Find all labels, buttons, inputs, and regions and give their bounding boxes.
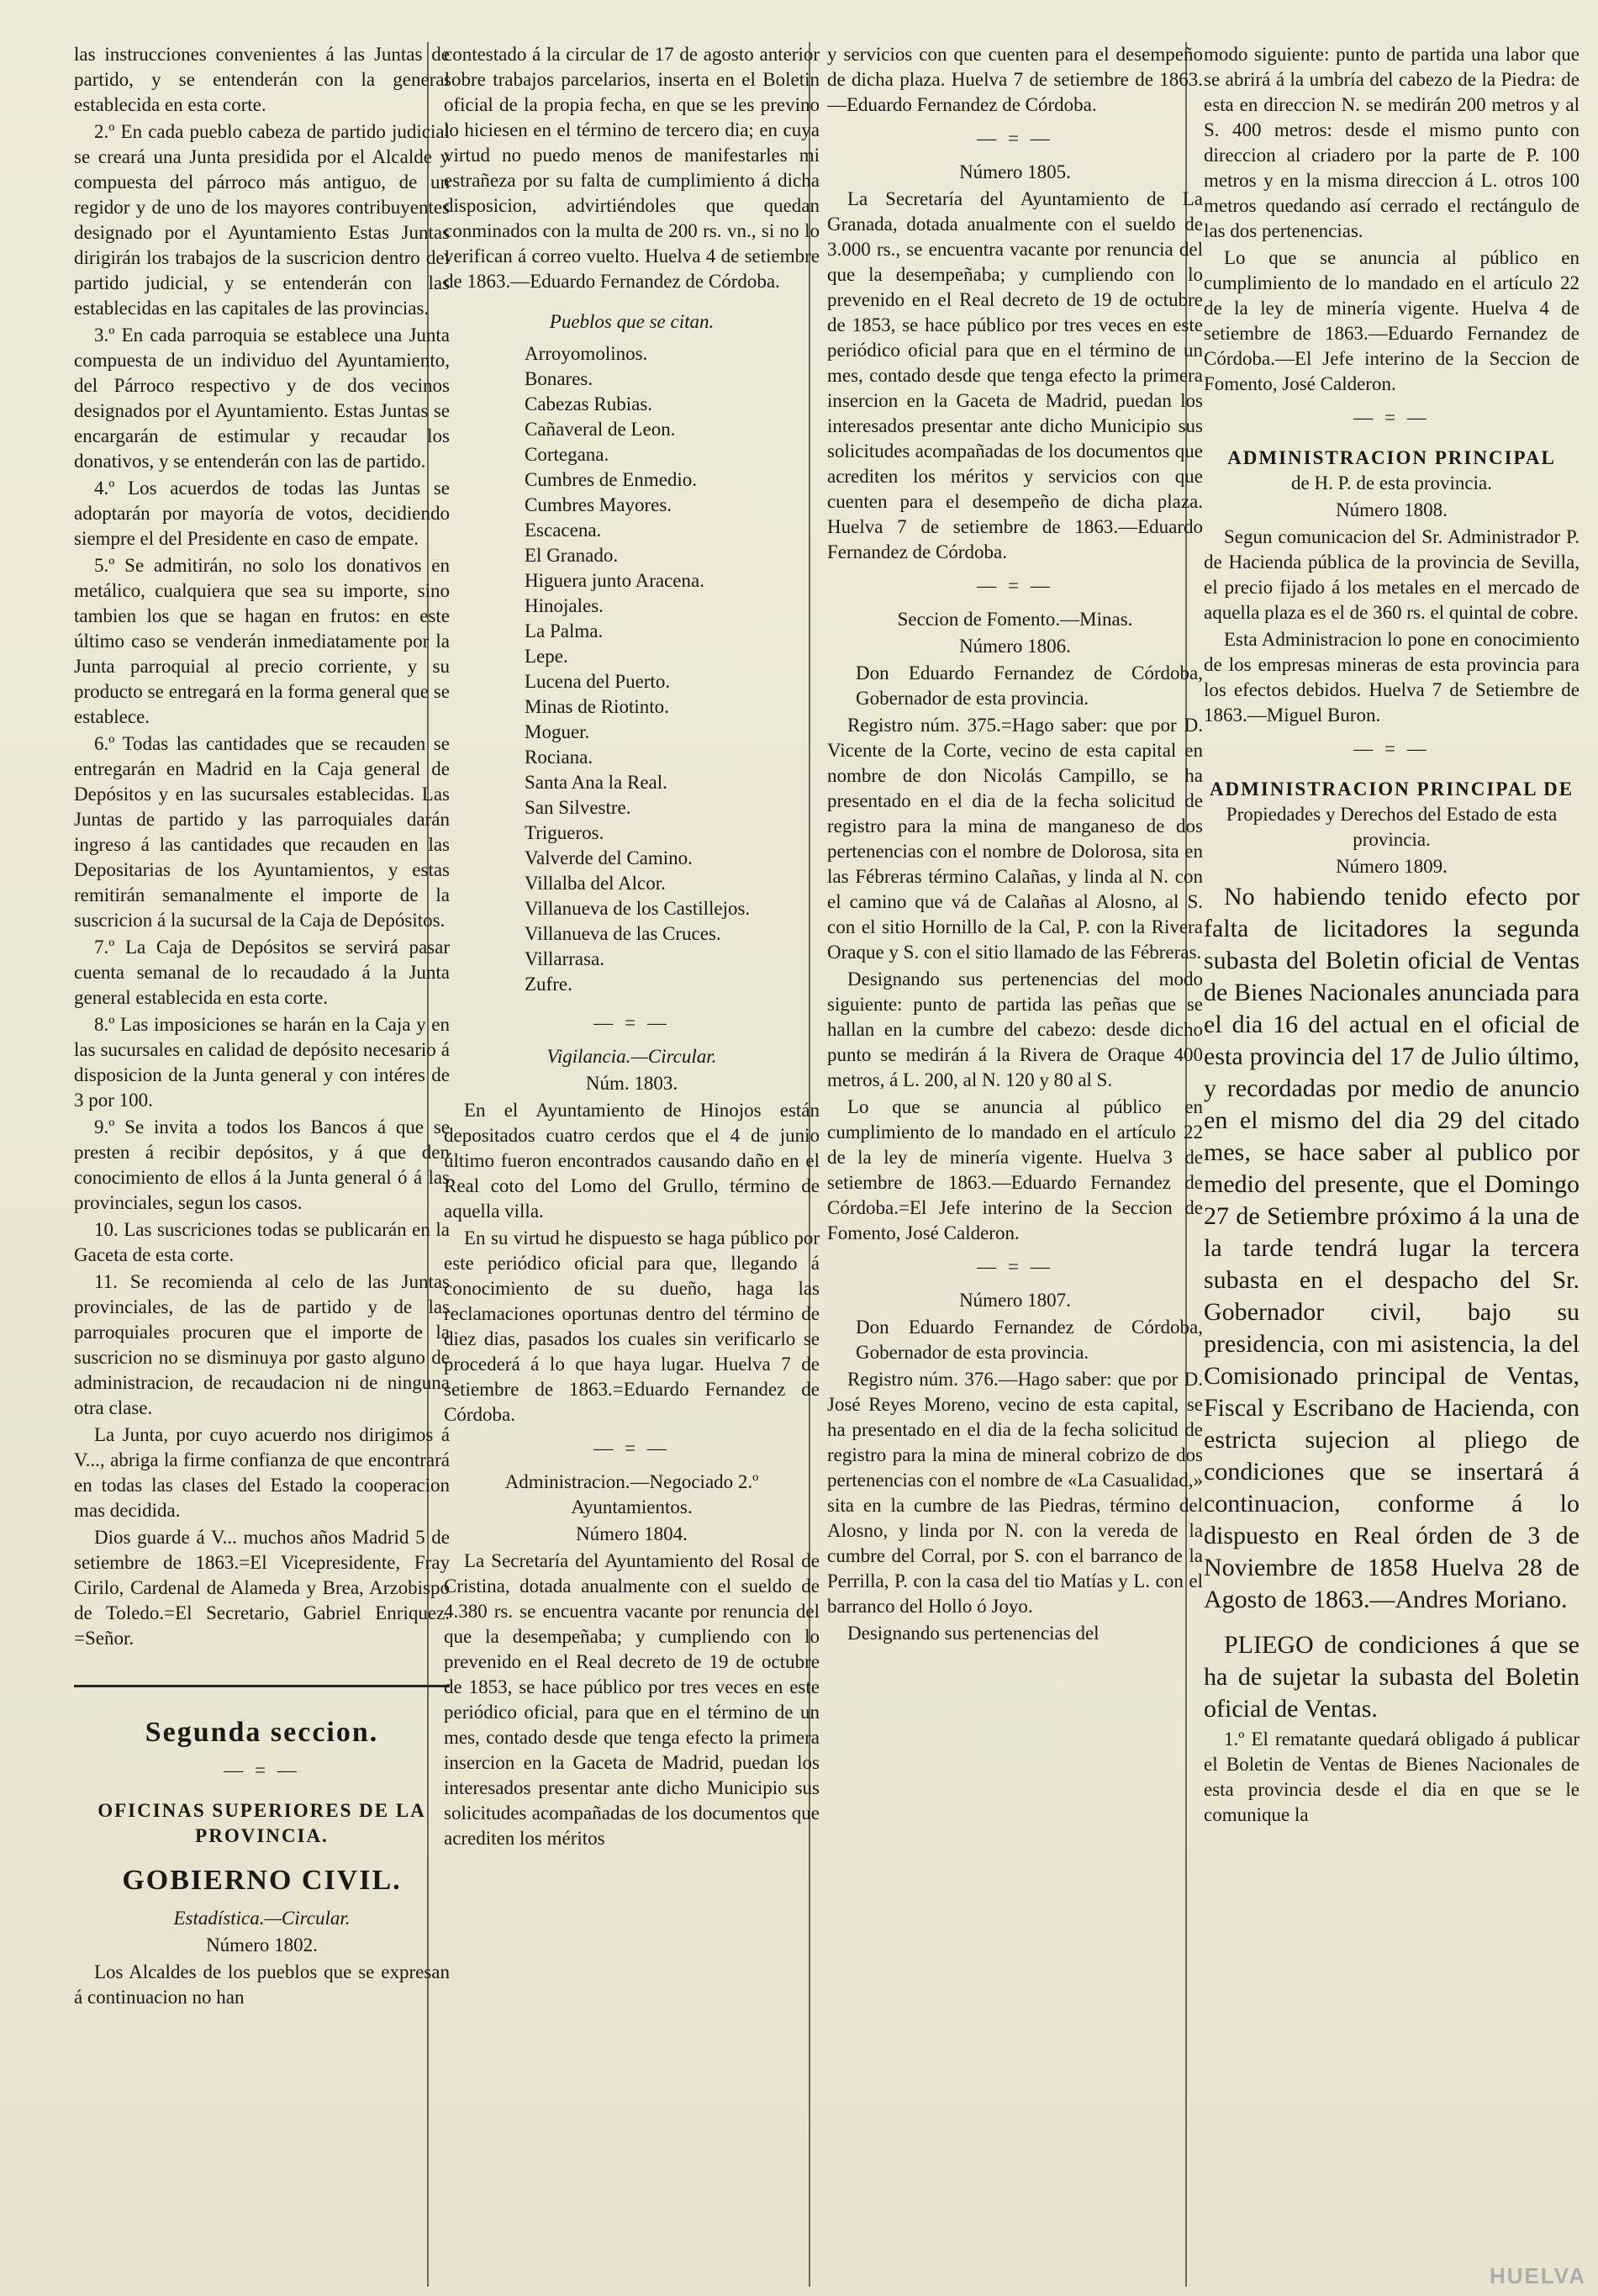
town-item: Santa Ana la Real. [525,772,667,793]
notice-number: Número 1802. [206,1934,318,1956]
paragraph: 5.º Se admitirán, no solo los donativos en metálico, cualquiera que sea su importe, sino tambien los que se hagan en frutos: en este último caso se venderán inmediatamente por la Junta parroquial al precio corriente, y su producto se entregará en la forma general que se establece. [74,555,450,727]
separator: — = — [593,1438,670,1459]
paragraph: 11. Se recomienda al celo de las Juntas provinciales, de las de partido y de las parroquiales procuren que el importe de la suscricion no se disminuya por gasto alguno de administracion, de recaudacion ni de ninguna otra clase. [74,1271,450,1418]
issuer: Don Eduardo Fernandez de Córdoba, Gobernador de esta provincia. [856,1317,1203,1363]
paragraph: Dios guarde á V... muchos años Madrid 5 de setiembre de 1863.=El Vicepresidente, Fray Cirilo, Cardenal de Alameda y Brea, Arzobispo de Toledo.=El Secretario, Gabriel Enriquez. =Señor. [74,1527,450,1649]
town-item: Higuera junto Aracena. [525,570,704,591]
section-divider [74,1685,450,1687]
paragraph: Registro núm. 376.—Hago saber: que por D. José Reyes Moreno, vecino de esta capital, se ha presentado en el dia de la fecha solicitud de registro para la mina de mineral cobrizo de dos pertenencias con el nombre de «La Casualidad,» sita en la cumbre de las Piedras, término del Alosno, y linda por N. con la vereda de la cumbre del Corral, por S. con el barranco de la Perrilla, P. con la casa del tio Matías y L. con el barranco del Hollo ó Joyo. [827,1369,1203,1617]
paragraph: 10. Las suscriciones todas se publicarán en la Gaceta de esta corte. [74,1219,450,1265]
paragraph: Designando sus pertenencias del modo siguiente: punto de partida las peñas que se hallan en la cumbre del cabezo: desde dicho punto se medirán á la Rivera de Oraque 400 metros, á L. 200, al N. 120 y 80 al S. [827,969,1203,1090]
notice-number: Número 1805. [959,161,1071,182]
town-item: Villarrasa. [525,948,605,969]
paragraph: 7.º La Caja de Depósitos se servirá pasar cuenta semanal de lo recaudado á la Junta general establecida en esta corte. [74,937,450,1008]
paragraph: Designando sus pertenencias del [847,1623,1100,1644]
subheading: Propiedades y Derechos del Estado de esta provincia. [1226,804,1558,850]
separator: — = — [1353,407,1430,428]
subheading: Vigilancia.—Circular. [546,1046,717,1067]
paragraph: Segun comunicacion del Sr. Administrador P. de Hacienda pública de la provincia de Sevilla, el precio fijado á los metales en el mercado de aquella plaza es el de 360 rs. el quintal de cobre. [1204,526,1580,623]
paragraph: PLIEGO de condiciones á que se ha de sujetar la subasta del Boletin oficial de Ventas. [1204,1631,1580,1723]
column-2 [444,42,820,2287]
paragraph: 3.º En cada parroquia se establece una Junta compuesta de un individuo del Ayuntamiento, del Párroco respectivo y de dos vecinos designados por el Ayuntamiento. Estas Juntas se encargarán de estimular y recaudar los donativos, y se entenderán con las de partido. [74,325,450,472]
section-title: Segunda seccion. [145,1717,379,1748]
paragraph: contestado á la circular de 17 de agosto anterior sobre trabajos parcelarios, inserta en el Boletin oficial de la propia fecha, en que se les previno lo hiciesen en el término de tercero dia; en cuya virtud no puedo menos de manifestarles mi estrañeza por su falta de cumplimiento á dicha disposicion, advirtiéndoles que quedan conminados con la multa de 200 rs. vn., si no lo verifican á correo vuelto. Huelva 4 de setiembre de 1863.—Eduardo Fernandez de Córdoba. [444,44,820,292]
separator: — = — [1353,738,1430,759]
separator: — = — [593,1012,670,1033]
separator: — = — [224,1760,300,1781]
separator: — = — [977,575,1053,596]
column-1 [74,42,450,2287]
paragraph: No habiendo tenido efecto por falta de licitadores la segunda subasta del Boletin oficial de Ventas de Bienes Nacionales anunciada para el dia 16 del actual en el oficial de esta provincia del 17 de Julio último, y recordadas por medio de anuncio en el mismo del dia 29 del citado mes, se hace saber al publico por medio del presente, que el Domingo 27 de Setiembre próximo á la una de la tarde tendrá lugar la tercera subasta en el despacho del Sr. Gobernador civil, bajo su presidencia, con mi asistencia, la del Comisionado principal de Ventas, Fiscal y Escribano de Hacienda, con estricta sujecion al pliego de condiciones que se insertará á continuacion, conforme á lo dispuesto en Real órden de 3 de Noviembre de 1858 Huelva 28 de Agosto de 1863.—Andres Moriano. [1204,883,1580,1613]
heading-administracion: ADMINISTRACION PRINCIPAL [1227,447,1556,468]
town-item: El Granado. [525,545,619,566]
notice-number: Número 1808. [1336,499,1448,520]
heading-oficinas: OFICINAS SUPERIORES DE LA PROVINCIA. [98,1800,426,1846]
subheading: Estadística.—Circular. [173,1908,351,1929]
paragraph: La Junta, por cuyo acuerdo nos dirigimos á V..., abriga la firme confianza de que encontrará en todas las clases del Estado la cooperacion mas decidida. [74,1424,450,1521]
town-item: Cortegana. [525,444,609,465]
town-item: Zufre. [525,974,572,995]
paragraph: Registro núm. 375.=Hago saber: que por D. Vicente de la Corte, vecino de esta capital en nombre de don Nicolás Campillo, se ha presentado en el dia de la fecha solicitud de registro para la mina de manganeso de dos pertenencias con el nombre de Dolorosa, sita en las Fébreras término Calañas, y linda al N. con el camino que vá de Calañas al Alosno, al S. con el sitio Hornillo de la Cal, P. con la Rivera Oraque y S. con el sitio llamado de las Fébreras. [827,715,1203,963]
paragraph: Lo que se anuncia al público en cumplimiento de lo mandado en el artículo 22 de la ley de minería vigente. Huelva 3 de setiembre de 1863.—Eduardo Fernandez de Córdoba.=El Jefe interino de la Seccion de Fomento, José Calderon. [827,1096,1203,1243]
separator: — = — [977,1256,1053,1277]
town-item: Moguer. [525,721,590,742]
paragraph: 8.º Las imposiciones se harán en la Caja y en las sucursales en calidad de depósito necesario á disposicion de la Junta general y con intéres de 3 por 100. [74,1014,450,1111]
town-item: Escacena. [525,520,602,541]
town-item: Cumbres de Enmedio. [525,469,698,490]
town-item: Villanueva de las Cruces. [525,923,721,944]
paragraph: 1.º El rematante quedará obligado á publicar el Boletin de Ventas de Bienes Nacionales de esta provincia desde el dia en que se le comunique la [1204,1729,1580,1825]
town-item: Trigueros. [525,822,604,843]
town-item: Arroyomolinos. [525,343,648,364]
notice-number: Número 1806. [959,636,1071,657]
paragraph: 4.º Los acuerdos de todas las Juntas se adoptarán por mayoría de votos, decidiendo siempre el del Presidente en caso de empate. [74,478,450,549]
paragraph: modo siguiente: punto de partida una labor que se abrirá á la umbría del cabezo de la Piedra: de esta en direccion N. se medirán 200 metros y al S. 400 metros: desde el mismo punto con direccion al criadero por la parte de P. 100 metros y en la misma direccion á L. otros 100 metros quedando así cerrado el rectángulo de las dos pertenencias. [1204,44,1580,241]
paragraph: 9.º Se invita a todos los Bancos á que se presten á recibir depósitos, y á que den conocimiento de ellos á la Junta general ó á las provinciales, segun los casos. [74,1116,450,1213]
town-item: Lucena del Puerto. [525,671,671,692]
town-item: Lepe. [525,646,568,667]
paragraph: y servicios con que cuenten para el desempeño de dicha plaza. Huelva 7 de setiembre de 1863. —Eduardo Fernandez de Córdoba. [827,44,1203,115]
town-item: Villanueva de los Castillejos. [525,898,751,919]
heading-gobierno: GOBIERNO CIVIL. [122,1865,402,1896]
paragraph: Esta Administracion lo pone en conocimiento de los empresas mineras de esta provincia para los efectos debidos. Huelva 7 de Setiembre de 1863.—Miguel Buron. [1204,629,1580,726]
subheading: Administracion.—Negociado 2.º Ayuntamientos. [504,1471,759,1517]
town-item: Villalba del Alcor. [525,873,666,894]
subheading: Seccion de Fomento.—Minas. [897,609,1133,630]
watermark-logo: HUELVA [1489,2263,1586,2288]
paragraph: 2.º En cada pueblo cabeza de partido judicial se creará una Junta presidida por el Alcalde y compuesta del párroco más antiguo, de un regidor y de uno de los mayores contribuyentes designado por el Ayuntamiento Estas Juntas dirigirán los trabajos de la suscricion dentro del partido judicial, y se entenderán con las establecidas en las capitales de las provincias. [74,121,450,319]
town-item: Cumbres Mayores. [525,494,672,515]
town-item: Cañaveral de Leon. [525,419,676,440]
column-3 [827,42,1203,2287]
paragraph: Lo que se anuncia al público en cumplimiento de lo mandado en el artículo 22 de la ley de minería vigente. Huelva 4 de setiembre de 1863.—Eduardo Fernandez de Córdoba.—El Jefe interino de la Seccion de Fomento, José Calderon. [1204,247,1580,394]
town-item: Bonares. [525,368,593,389]
town-item: San Silvestre. [525,797,631,818]
notice-number: Número 1809. [1336,856,1448,877]
town-item: Hinojales. [525,595,604,616]
town-item: Valverde del Camino. [525,847,693,868]
paragraph: En su virtud he dispuesto se haga público por este periódico oficial para que, llegando á conocimiento de su dueño, haga las reclamaciones oportunas dentro del término de diez dias, pasados los cuales sin verificarlo se procederá á lo que haya lugar. Huelva 7 de setiembre de 1863.=Eduardo Fernandez de Córdoba. [444,1227,820,1425]
paragraph: En el Ayuntamiento de Hinojos están depositados cuatro cerdos que el 4 de junio último fueron encontrados causando daño en el Real coto del Lomo del Grullo, término de aquella villa. [444,1100,820,1222]
separator: — = — [977,128,1053,149]
towns-list [444,341,820,997]
notice-number: Núm. 1803. [585,1073,678,1094]
notice-number: Número 1807. [959,1290,1071,1311]
list-title: Pueblos que se citan. [549,311,715,332]
paragraph: La Secretaría del Ayuntamiento de La Granada, dotada anualmente con el sueldo de 3.000 rs., se encuentra vacante por renuncia del que la desempeñaba; y cumpliendo con lo prevenido en el Real decreto de 19 de octubre de 1853, se hace público por tres veces en este periódico oficial para que en el término de un mes, contado desde que tenga efecto la primera insercion en la Gaceta de Madrid, puedan los interesados presentar ante dicho Municipio sus solicitudes acompañadas de los documentos que acrediten los méritos y servicios con que cuenten para el desempeño de dicha plaza. Huelva 7 de setiembre de 1863.—Eduardo Fernandez de Córdoba. [827,188,1203,562]
paragraph: Los Alcaldes de los pueblos que se expresan á continuacion no han [74,1961,450,2008]
heading-administracion: ADMINISTRACION PRINCIPAL DE [1209,779,1574,800]
town-item: Rociana. [525,747,593,768]
paragraph: las instrucciones convenientes á las Juntas de partido, y se entenderán con la general establecida en esta corte. [74,44,450,115]
issuer: Don Eduardo Fernandez de Córdoba, Gobernador de esta provincia. [856,662,1203,709]
paragraph: 6.º Todas las cantidades que se recauden se entregarán en Madrid en la Caja general de Depósitos y en las sucursales establecidas. Las Juntas de partido y las parroquiales darán ingreso á las cantidades que recauden en las Depositarias de los Ayuntamientos, y estas remitirán semanalmente el importe de la suscricion á la sucursal de la Caja de Depósitos. [74,733,450,931]
column-4 [1204,42,1580,2287]
town-item: Cabezas Rubias. [525,393,653,414]
town-item: Minas de Riotinto. [525,696,669,717]
subheading: de H. P. de esta provincia. [1291,472,1492,494]
notice-number: Número 1804. [576,1523,688,1544]
town-item: La Palma. [525,620,604,641]
paragraph: La Secretaría del Ayuntamiento del Rosal de Cristina, dotada anualmente con el sueldo de 4.380 rs. se encuentra vacante por renuncia del que la desempeñaba; y cumpliendo con lo prevenido en el Real decreto de 19 de octubre de 1853, se hace público por tres veces en este periódico oficial, para que en el término de un mes, contado desde que tenga efecto la primera insercion en la Gaceta de Madrid, puedan los interesados presentar ante dicho Municipio sus solicitudes acompañadas de los documentos que acrediten los méritos [444,1550,820,1849]
